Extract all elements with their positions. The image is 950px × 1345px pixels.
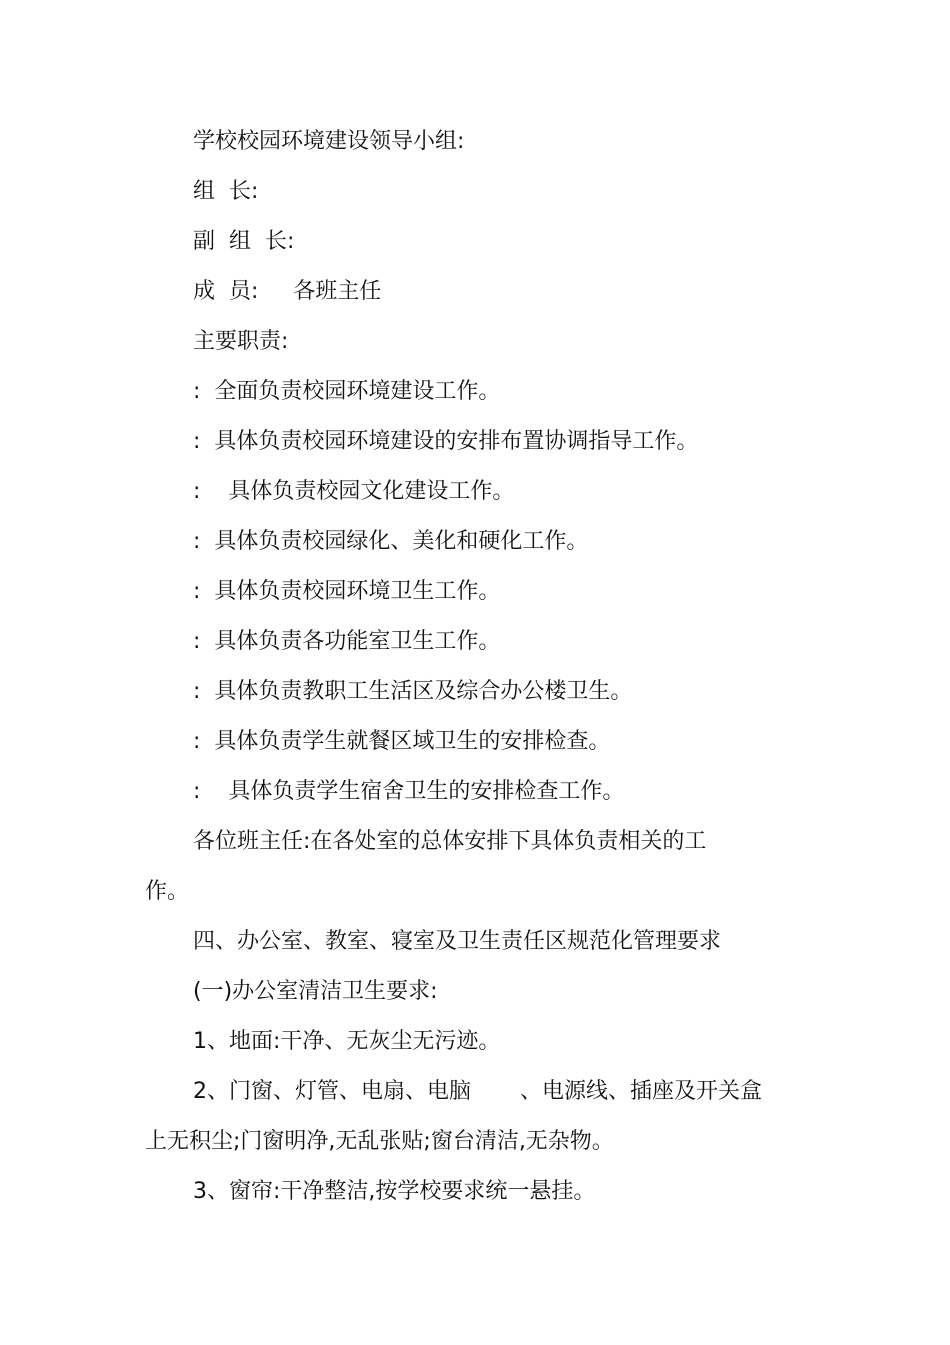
class-teacher-paragraph: 各位班主任:在各处室的总体安排下具体负责相关的工 [193,829,707,854]
requirement-item-1: 1、地面:干净、无灰尘无污迹。 [193,1029,501,1054]
duty-item: : 具体负责校园绿化、美化和硬化工作。 [193,529,589,554]
group-leader-line: 组 长: [193,179,259,204]
requirement-item-3: 3、窗帘:干净整洁,按学校要求统一悬挂。 [193,1179,596,1204]
duty-item: : 具体负责教职工生活区及综合办公楼卫生。 [193,679,633,704]
duty-item: : 具体负责校园环境建设的安排布置协调指导工作。 [193,429,699,454]
requirement-item-2: 2、门窗、灯管、电扇、电脑 、电源线、插座及开关盒 [193,1079,762,1104]
section-four-heading: 四、办公室、教室、寝室及卫生责任区规范化管理要求 [193,929,722,954]
requirement-item-2-cont: 上无积尘;门窗明净,无乱张贴;窗台清洁,无杂物。 [145,1129,614,1154]
duty-item: : 具体负责学生就餐区域卫生的安排检查。 [193,729,611,754]
class-teacher-paragraph-cont: 作。 [145,879,190,904]
duty-item: : 全面负责校园环境建设工作。 [193,379,501,404]
leadership-group-heading: 学校校园环境建设领导小组: [193,129,465,154]
duty-item: : 具体负责校园环境卫生工作。 [193,579,501,604]
duty-item: : 具体负责学生宿舍卫生的安排检查工作。 [193,779,625,804]
office-cleaning-subheading: (一)办公室清洁卫生要求: [193,979,438,1004]
deputy-leader-line: 副 组 长: [193,229,295,254]
members-line: 成 员: 各班主任 [193,279,382,304]
duty-item: : 具体负责校园文化建设工作。 [193,479,515,504]
duty-item: : 具体负责各功能室卫生工作。 [193,629,501,654]
main-duties-heading: 主要职责: [193,329,289,354]
